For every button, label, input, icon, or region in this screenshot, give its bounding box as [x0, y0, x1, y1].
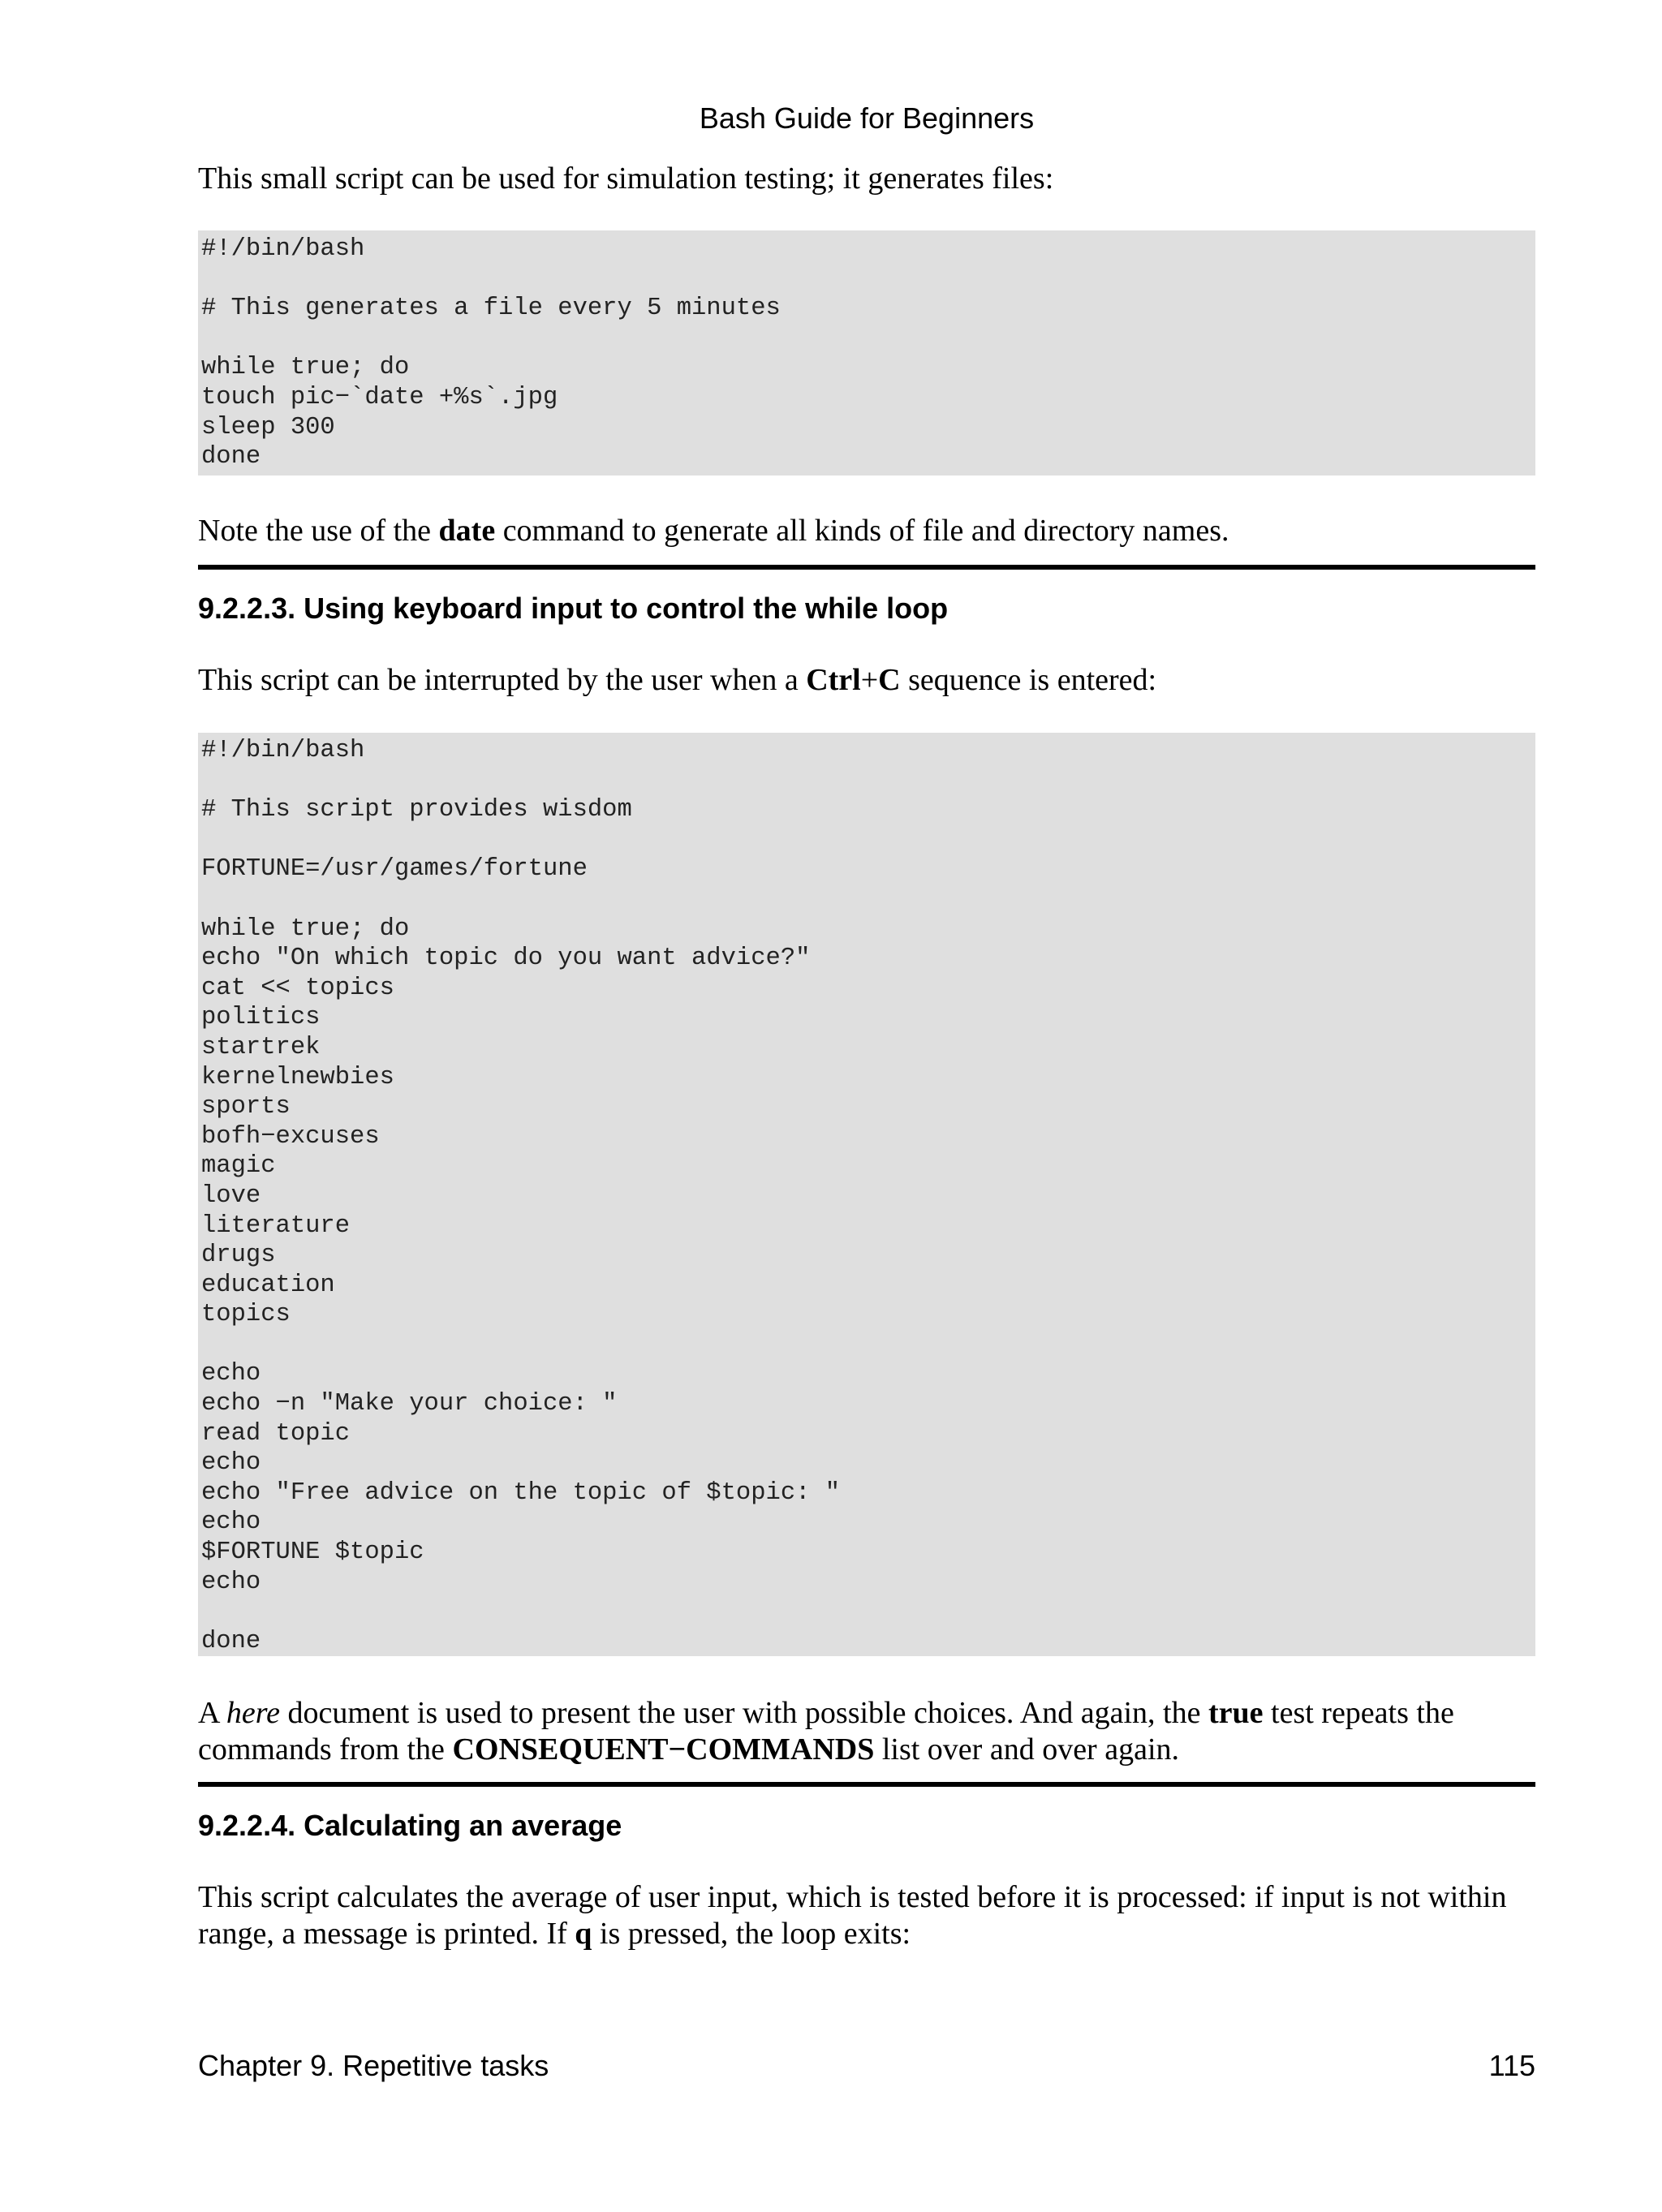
ctrl-key: Ctrl [806, 663, 861, 697]
code-line: while true; do [201, 354, 410, 382]
c-key: C [878, 663, 901, 697]
code-line: startrek [201, 1033, 321, 1061]
code-line: $FORTUNE $topic [201, 1539, 424, 1567]
code-line: echo [201, 1449, 261, 1478]
code-line: politics [201, 1004, 321, 1032]
code-line: # This generates a file every 5 minutes [201, 295, 781, 323]
code-line: read topic [201, 1419, 351, 1448]
code-line: cat << topics [201, 974, 394, 1002]
code-line: drugs [201, 1242, 276, 1270]
date-command: date [438, 514, 496, 548]
code-line: love [201, 1181, 261, 1210]
here-term: here [226, 1696, 280, 1730]
code-line: touch pic−`date +%s`.jpg [201, 383, 558, 411]
intro-text: This script calculates the average of user input, which is tested before it is processed: if input is not within range, a message is printed. If [198, 1880, 1507, 1951]
para-text: A [198, 1696, 226, 1730]
code-block-fortune-script [198, 733, 1535, 1656]
footer-chapter: Chapter 9. Repetitive tasks [198, 2049, 549, 2082]
average-intro-paragraph [198, 1879, 1529, 1952]
running-header: Bash Guide for Beginners [699, 101, 1035, 135]
plus-sign: + [860, 663, 879, 697]
keyboard-intro-paragraph [198, 662, 1529, 699]
code-line [201, 265, 1535, 295]
code-line: education [201, 1271, 335, 1299]
section-heading-keyboard-input: 9.2.2.3. Using keyboard input to control the while loop [198, 592, 949, 625]
code-line: while true; do [201, 914, 410, 943]
code-line: echo [201, 1568, 261, 1596]
intro-paragraph: This small script can be used for simulation testing; it generates files: [198, 161, 1054, 196]
q-key: q [575, 1917, 592, 1951]
section-heading-calculating-average: 9.2.2.4. Calculating an average [198, 1809, 622, 1842]
section-divider [198, 1782, 1535, 1787]
footer-page-number: 115 [1488, 2049, 1535, 2082]
code-line: echo [201, 1360, 261, 1388]
section-divider [198, 565, 1535, 570]
true-command: true [1208, 1696, 1264, 1730]
code-line: echo [201, 1508, 261, 1537]
consequent-commands-term: CONSEQUENT−COMMANDS [452, 1732, 875, 1767]
code-line: echo −n "Make your choice: " [201, 1390, 618, 1418]
date-note-paragraph [198, 513, 1529, 549]
code-line: #!/bin/bash [201, 235, 365, 263]
code-line: sleep 300 [201, 413, 335, 441]
intro-text: This script can be interrupted by the user when a [198, 663, 807, 697]
code-line: magic [201, 1152, 276, 1181]
code-line: done [201, 1627, 261, 1655]
code-block-file-generator [198, 230, 1535, 476]
note-text: Note the use of the [198, 514, 439, 548]
code-line [201, 1330, 1535, 1360]
intro-text: is pressed, the loop exits: [592, 1917, 911, 1951]
code-line: echo "On which topic do you want advice?" [201, 945, 811, 973]
code-line: literature [201, 1211, 351, 1240]
code-line: sports [201, 1093, 291, 1121]
code-line: kernelnewbies [201, 1063, 394, 1091]
code-line: bofh−excuses [201, 1122, 380, 1151]
intro-text: sequence is entered: [900, 663, 1157, 697]
code-line: done [201, 443, 261, 471]
code-line: FORTUNE=/usr/games/fortune [201, 855, 588, 884]
code-line: # This script provides wisdom [201, 796, 632, 824]
para-text: list over and over again. [874, 1732, 1180, 1767]
para-text: document is used to present the user with possible choices. And again, the [279, 1696, 1208, 1730]
code-line: #!/bin/bash [201, 737, 365, 764]
note-text: command to generate all kinds of file and directory names. [495, 514, 1229, 548]
code-line: topics [201, 1301, 291, 1329]
code-line [201, 766, 1535, 796]
para-text: test repeats the commands from the [198, 1696, 1454, 1767]
code-line [201, 884, 1535, 914]
code-line [201, 1597, 1535, 1627]
code-line [201, 825, 1535, 855]
code-line [201, 324, 1535, 354]
code-line: echo "Free advice on the topic of $topic: " [201, 1478, 841, 1507]
here-document-paragraph [198, 1695, 1529, 1768]
